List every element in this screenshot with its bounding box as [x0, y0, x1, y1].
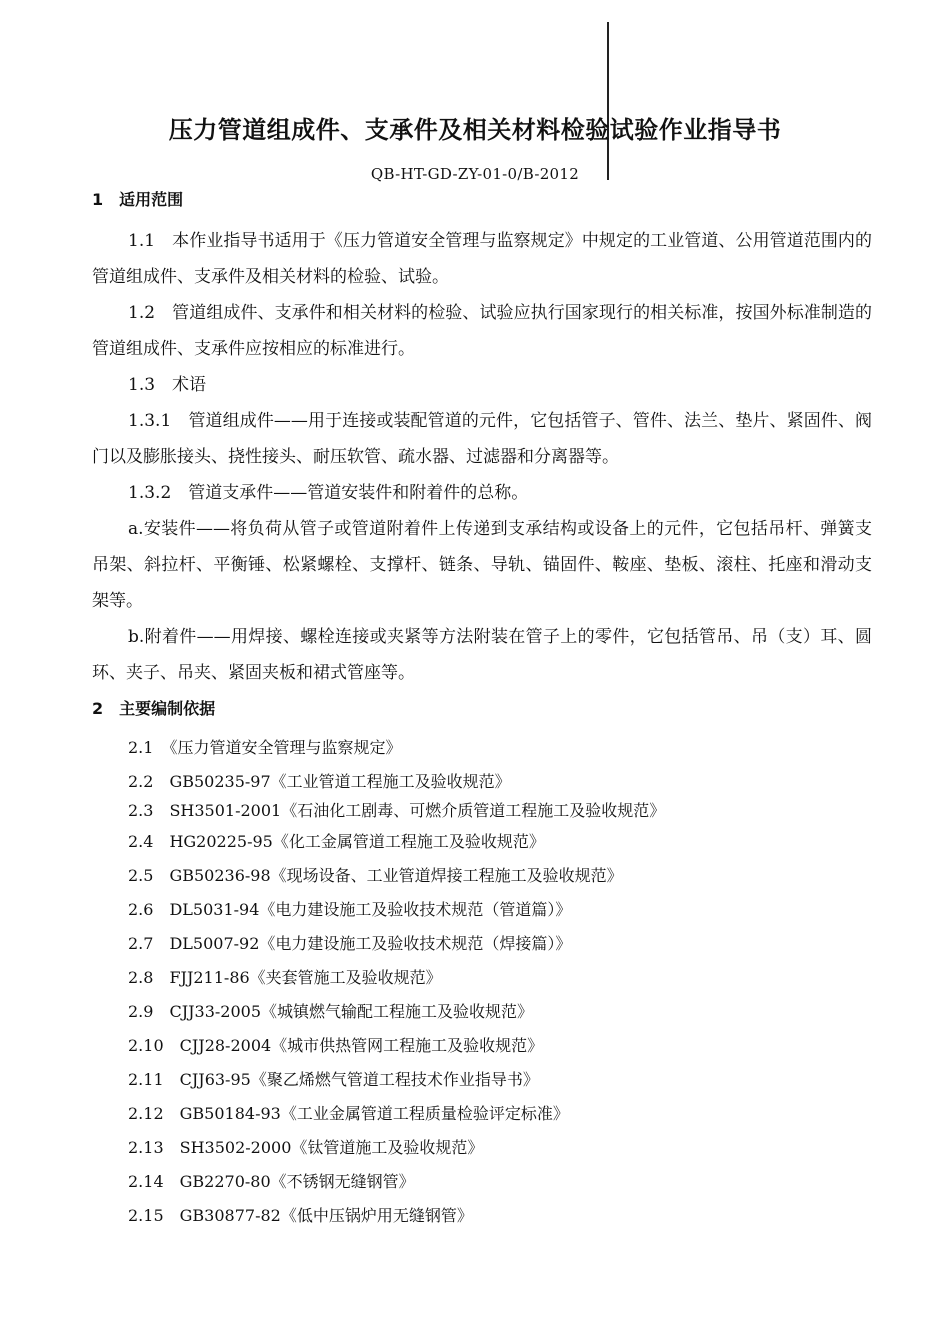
section-2-heading: 2 主要编制依据	[92, 699, 216, 718]
document-title: 压力管道组成件、支承件及相关材料检验试验作业指导书	[168, 116, 782, 144]
reference-item: 2.10 CJJ28-2004《城市供热管网工程施工及验收规范》	[128, 1036, 544, 1055]
section-1-heading: 1 适用范围	[92, 190, 184, 209]
paragraph-1-2: 1.2 管道组成件、支承件和相关材料的检验、试验应执行国家现行的相关标准，按国外标准制造的管道组成件、支承件应按相应的标准进行。	[92, 303, 872, 359]
reference-item: 2.1 《压力管道安全管理与监察规定》	[128, 738, 402, 757]
reference-item: 2.2 GB50235-97《工业管道工程施工及验收规范》	[128, 772, 511, 791]
vertical-rule	[607, 22, 609, 180]
paragraph-1-1: 1.1 本作业指导书适用于《压力管道安全管理与监察规定》中规定的工业管道、公用管道范围内的管道组成件、支承件及相关材料的检验、试验。	[92, 231, 872, 287]
reference-item: 2.15 GB30877-82《低中压锅炉用无缝钢管》	[128, 1206, 473, 1225]
document-code: QB-HT-GD-ZY-01-0/B-2012	[370, 165, 580, 183]
reference-item: 2.3 SH3501-2001《石油化工剧毒、可燃介质管道工程施工及验收规范》	[128, 801, 666, 820]
reference-item: 2.5 GB50236-98《现场设备、工业管道焊接工程施工及验收规范》	[128, 866, 623, 885]
document-body	[92, 188, 872, 1233]
paragraph-1-3-1: 1.3.1 管道组成件——用于连接或装配管道的元件，它包括管子、管件、法兰、垫片、紧固件、阀门以及膨胀接头、挠性接头、耐压软管、疏水器、过滤器和分离器等。	[92, 411, 872, 467]
reference-item: 2.4 HG20225-95《化工金属管道工程施工及验收规范》	[128, 832, 545, 851]
reference-item: 2.12 GB50184-93《工业金属管道工程质量检验评定标准》	[128, 1104, 569, 1123]
reference-item: 2.9 CJJ33-2005《城镇燃气输配工程施工及验收规范》	[128, 1002, 534, 1021]
reference-item: 2.11 CJJ63-95《聚乙烯燃气管道工程技术作业指导书》	[128, 1070, 539, 1089]
paragraph-attachments: b.附着件——用焊接、螺栓连接或夹紧等方法附装在管子上的零件，它包括管吊、吊（支）耳、圆环、夹子、吊夹、紧固夹板和裙式管座等。	[92, 627, 872, 683]
reference-item: 2.6 DL5031-94《电力建设施工及验收技术规范（管道篇）》	[128, 900, 572, 919]
paragraph-1-3-2: 1.3.2 管道支承件——管道安装件和附着件的总称。	[128, 483, 529, 503]
reference-item: 2.13 SH3502-2000《钛管道施工及验收规范》	[128, 1138, 484, 1157]
paragraph-1-3: 1.3 术语	[128, 375, 207, 395]
paragraph-install-parts: a.安装件——将负荷从管子或管道附着件上传递到支承结构或设备上的元件，它包括吊杆、弹簧支吊架、斜拉杆、平衡锤、松紧螺栓、支撑杆、链条、导轨、锚固件、鞍座、垫板、滚柱、托座和滑动支架等。	[92, 519, 872, 611]
reference-item: 2.7 DL5007-92《电力建设施工及验收技术规范（焊接篇）》	[128, 934, 572, 953]
reference-item: 2.14 GB2270-80《不锈钢无缝钢管》	[128, 1172, 415, 1191]
reference-item: 2.8 FJJ211-86《夹套管施工及验收规范》	[128, 968, 442, 987]
